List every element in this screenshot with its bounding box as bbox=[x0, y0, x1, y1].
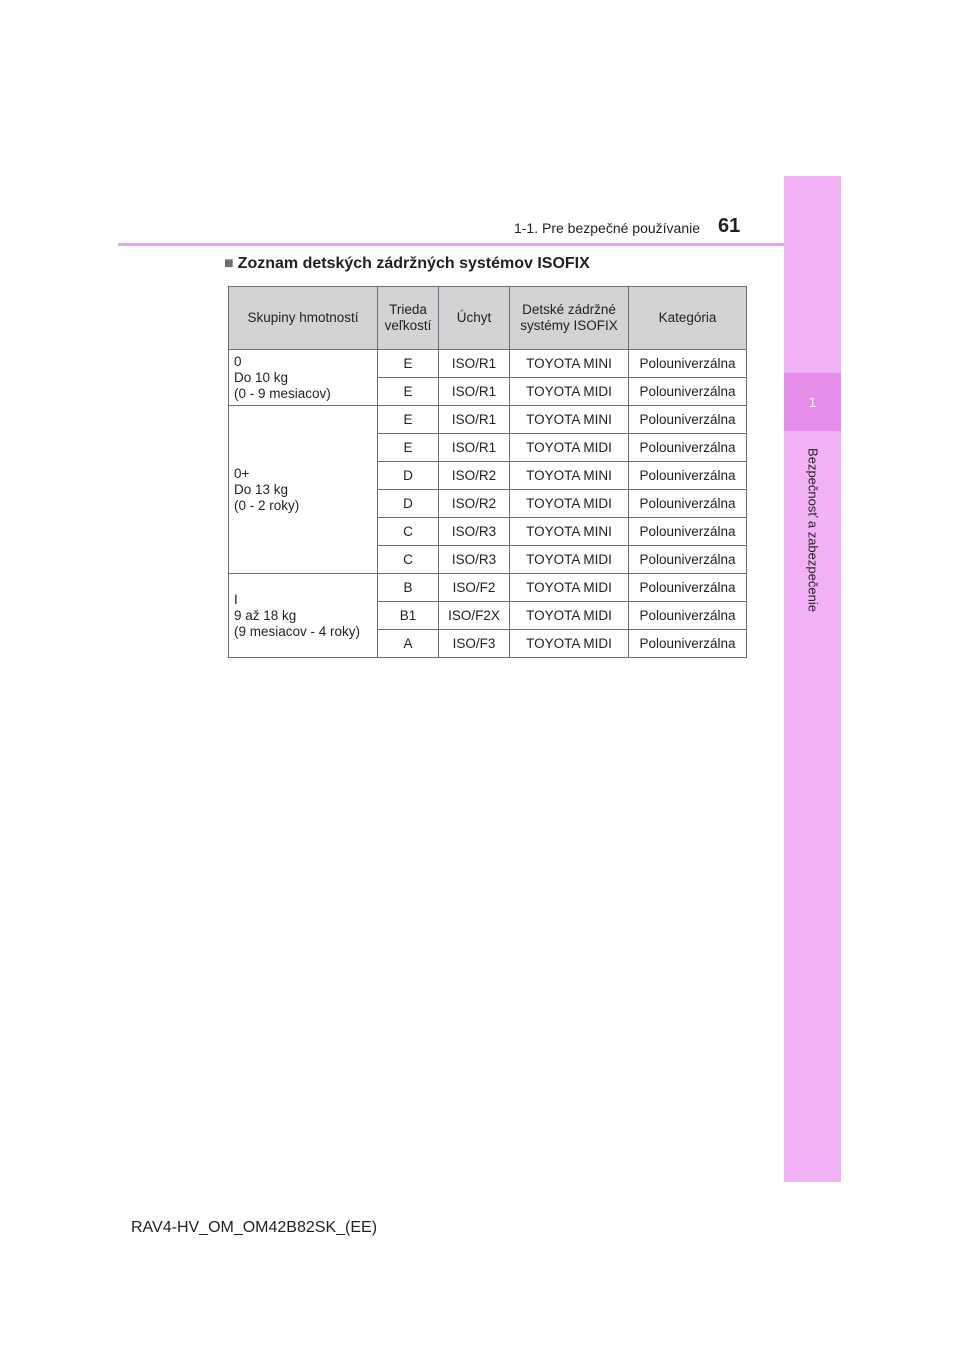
table-cell: TOYOTA MINI bbox=[510, 350, 629, 378]
table-cell: E bbox=[378, 406, 439, 434]
table-cell: D bbox=[378, 490, 439, 518]
header-divider bbox=[118, 243, 841, 246]
table-cell: C bbox=[378, 518, 439, 546]
chapter-number-badge: 1 bbox=[784, 373, 841, 431]
table-cell: ISO/R1 bbox=[439, 434, 510, 462]
table-cell: E bbox=[378, 350, 439, 378]
table-cell: ISO/F3 bbox=[439, 630, 510, 658]
table-cell: Polouniverzálna bbox=[629, 462, 747, 490]
table-cell: TOYOTA MIDI bbox=[510, 602, 629, 630]
column-header: Kategória bbox=[629, 287, 747, 350]
chapter-side-tab bbox=[784, 176, 841, 1182]
table-cell: ISO/R2 bbox=[439, 462, 510, 490]
table-cell: E bbox=[378, 434, 439, 462]
column-header: Skupiny hmotností bbox=[229, 287, 378, 350]
table-cell: Polouniverzálna bbox=[629, 434, 747, 462]
table-cell: TOYOTA MIDI bbox=[510, 630, 629, 658]
table-cell: E bbox=[378, 378, 439, 406]
square-bullet-icon: ■ bbox=[224, 255, 234, 272]
document-code: RAV4-HV_OM_OM42B82SK_(EE) bbox=[131, 1219, 378, 1236]
weight-group-cell: 0+ Do 13 kg (0 - 2 roky) bbox=[229, 406, 378, 574]
table-cell: ISO/F2 bbox=[439, 574, 510, 602]
table-body bbox=[229, 350, 747, 658]
table-cell: ISO/R3 bbox=[439, 546, 510, 574]
weight-group-cell: 0 Do 10 kg (0 - 9 mesiacov) bbox=[229, 350, 378, 406]
weight-group-cell: I 9 až 18 kg (9 mesiacov - 4 roky) bbox=[229, 574, 378, 658]
table-cell: B1 bbox=[378, 602, 439, 630]
table-cell: Polouniverzálna bbox=[629, 630, 747, 658]
table-cell: Polouniverzálna bbox=[629, 406, 747, 434]
table-cell: Polouniverzálna bbox=[629, 518, 747, 546]
table-cell: TOYOTA MIDI bbox=[510, 546, 629, 574]
table-cell: Polouniverzálna bbox=[629, 546, 747, 574]
table-cell: TOYOTA MIDI bbox=[510, 378, 629, 406]
table-cell: D bbox=[378, 462, 439, 490]
isofix-table bbox=[228, 286, 747, 658]
column-header: Detské zádržné systémy ISOFIX bbox=[510, 287, 629, 350]
table-header-row bbox=[229, 287, 747, 350]
table-cell: A bbox=[378, 630, 439, 658]
table-cell: ISO/R2 bbox=[439, 490, 510, 518]
table-cell: ISO/R1 bbox=[439, 350, 510, 378]
table-cell: ISO/F2X bbox=[439, 602, 510, 630]
table-cell: TOYOTA MIDI bbox=[510, 574, 629, 602]
table-row bbox=[229, 350, 747, 378]
header-section-title: 1-1. Pre bezpečné používanie bbox=[513, 220, 700, 236]
table-cell: Polouniverzálna bbox=[629, 350, 747, 378]
table-cell: B bbox=[378, 574, 439, 602]
table-cell: ISO/R1 bbox=[439, 378, 510, 406]
table-cell: TOYOTA MINI bbox=[510, 518, 629, 546]
page-number: 61 bbox=[718, 215, 741, 237]
table-row bbox=[229, 574, 747, 602]
table-cell: Polouniverzálna bbox=[629, 574, 747, 602]
table-cell: Polouniverzálna bbox=[629, 378, 747, 406]
column-header: Trieda veľkostí bbox=[378, 287, 439, 350]
table-cell: TOYOTA MIDI bbox=[510, 490, 629, 518]
chapter-title: Bezpečnosť a zabezpečenie bbox=[805, 448, 821, 612]
table-cell: Polouniverzálna bbox=[629, 490, 747, 518]
table-cell: TOYOTA MIDI bbox=[510, 434, 629, 462]
table-cell: C bbox=[378, 546, 439, 574]
section-heading bbox=[224, 255, 590, 273]
section-heading-text: Zoznam detských zádržných systémov ISOFIX bbox=[237, 255, 590, 272]
column-header: Úchyt bbox=[439, 287, 510, 350]
table-cell: TOYOTA MINI bbox=[510, 462, 629, 490]
table-cell: TOYOTA MINI bbox=[510, 406, 629, 434]
table-cell: ISO/R3 bbox=[439, 518, 510, 546]
table-row bbox=[229, 406, 747, 434]
table-cell: ISO/R1 bbox=[439, 406, 510, 434]
table-cell: Polouniverzálna bbox=[629, 602, 747, 630]
